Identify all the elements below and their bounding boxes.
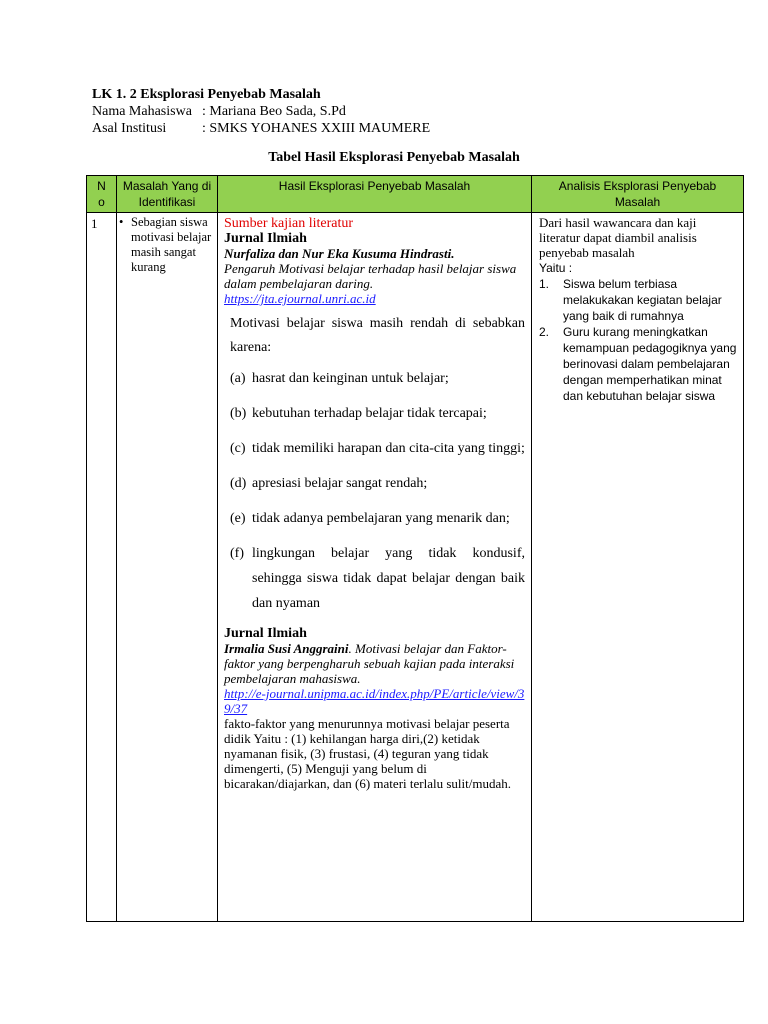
analysis-intro: Dari hasil wawancara dan kaji literatur dapat diambil analisis penyebab masalah [539, 215, 697, 260]
cause-list-item-marker: (c) [230, 441, 246, 456]
document-title: LK 1. 2 Eksplorasi Penyebab Masalah [92, 87, 321, 102]
cause-list-item [230, 541, 525, 616]
institution-value: : SMKS YOHANES XXIII MAUMERE [202, 121, 431, 136]
cause-list-item [230, 366, 525, 391]
journal1-intro: Motivasi belajar siswa masih rendah di sebabkan karena: [230, 316, 525, 355]
analysis-list-item-marker: 1. [539, 277, 550, 291]
cause-list-item-text: tidak adanya pembelajaran yang menarik dan; [252, 511, 510, 526]
student-name-label: Nama Mahasiswa [92, 104, 192, 119]
cause-list-item [230, 506, 525, 531]
cause-list-item-text: apresiasi belajar sangat rendah; [252, 476, 428, 491]
column-header-no: N o [87, 176, 117, 213]
cause-list-item-marker: (e) [230, 511, 246, 526]
cause-list-item [230, 471, 525, 496]
journal2-summary: fakto-faktor yang menurunnya motivasi belajar peserta didik Yaitu : (1) kehilangan harga diri,(2) ketidak nyamanan fisik, (3) frustasi, (4) teguran yang tidak dimengerti, (5) Menguji yang belum di bicarakan/diajarkan, dan (6) materi terlalu sulit/mudah. [224, 716, 511, 791]
cause-list-item-marker: (a) [230, 371, 246, 386]
row-number: 1 [91, 216, 98, 231]
analysis-list-item-text: Siswa belum terbiasa melakukakan kegiatan belajar yang baik di rumahnya [563, 277, 722, 323]
institution-label: Asal Institusi [92, 121, 167, 136]
row-number-cell [87, 213, 117, 922]
cause-list-item-text: tidak memiliki harapan dan cita-cita yang tinggi; [252, 441, 525, 456]
cause-list-item-marker: (b) [230, 406, 247, 421]
bullet-icon: • [119, 215, 124, 229]
journal1-cause-list [224, 366, 525, 616]
journal2-link[interactable]: http://e-journal.unipma.ac.id/index.php/PE/article/view/39/37 [224, 686, 525, 716]
student-name-value: : Mariana Beo Sada, S.Pd [202, 104, 346, 119]
analysis-yaitu: Yaitu : [539, 261, 573, 275]
analysis-list-item [539, 324, 737, 404]
source-label: Sumber kajian literatur [224, 216, 354, 231]
cause-list-item-marker: (d) [230, 476, 247, 491]
journal1-link[interactable]: https://jta.ejournal.unri.ac.id [224, 291, 376, 306]
table-row [87, 213, 744, 922]
exploration-table [86, 175, 744, 922]
result-cell [218, 213, 532, 922]
journal2-title: . Motivasi belajar dan Faktor-faktor yang berpengharuh sebuah kajian pada interaksi pembelajaran mahasiswa. [224, 641, 515, 686]
cause-list-item-text: lingkungan belajar yang tidak kondusif, sehingga siswa tidak dapat belajar dengan baik dan nyaman [252, 546, 525, 611]
student-name-row [92, 103, 430, 120]
journal2-heading: Jurnal Ilmiah [224, 626, 307, 641]
column-header-result: Hasil Eksplorasi Penyebab Masalah [218, 176, 532, 213]
analysis-list-item-marker: 2. [539, 325, 550, 339]
cause-list-item [230, 436, 525, 461]
column-header-issue: Masalah Yang di Identifikasi [117, 176, 218, 213]
analysis-list [539, 276, 737, 404]
issue-cell [117, 213, 218, 922]
document-header [92, 86, 430, 137]
cause-list-item [230, 401, 525, 426]
issue-text: Sebagian siswa motivasi belajar masih sangat kurang [131, 215, 212, 274]
column-header-analysis: Analisis Eksplorasi Penyebab Masalah [532, 176, 744, 213]
analysis-list-item [539, 276, 737, 324]
cause-list-item-text: hasrat dan keinginan untuk belajar; [252, 371, 449, 386]
journal1-authors: Nurfaliza dan Nur Eka Kusuma Hindrasti. [224, 246, 455, 261]
analysis-cell [532, 213, 744, 922]
cause-list-item-text: kebutuhan terhadap belajar tidak tercapai; [252, 406, 487, 421]
journal1-heading: Jurnal Ilmiah [224, 231, 307, 246]
cause-list-item-marker: (f) [230, 546, 244, 561]
analysis-list-item-text: Guru kurang meningkatkan kemampuan pedagogiknya yang berinovasi dalam pembelajaran dengan memperhatikan minat dan kebutuhan belajar siswa [563, 325, 737, 403]
table-title: Tabel Hasil Eksplorasi Penyebab Masalah [268, 150, 520, 165]
table-header-row [87, 176, 744, 213]
journal1-title: Pengaruh Motivasi belajar terhadap hasil belajar siswa dalam pembelajaran daring. [224, 261, 517, 291]
journal2-authors: Irmalia Susi Anggraini [224, 641, 349, 656]
institution-row [92, 120, 430, 137]
